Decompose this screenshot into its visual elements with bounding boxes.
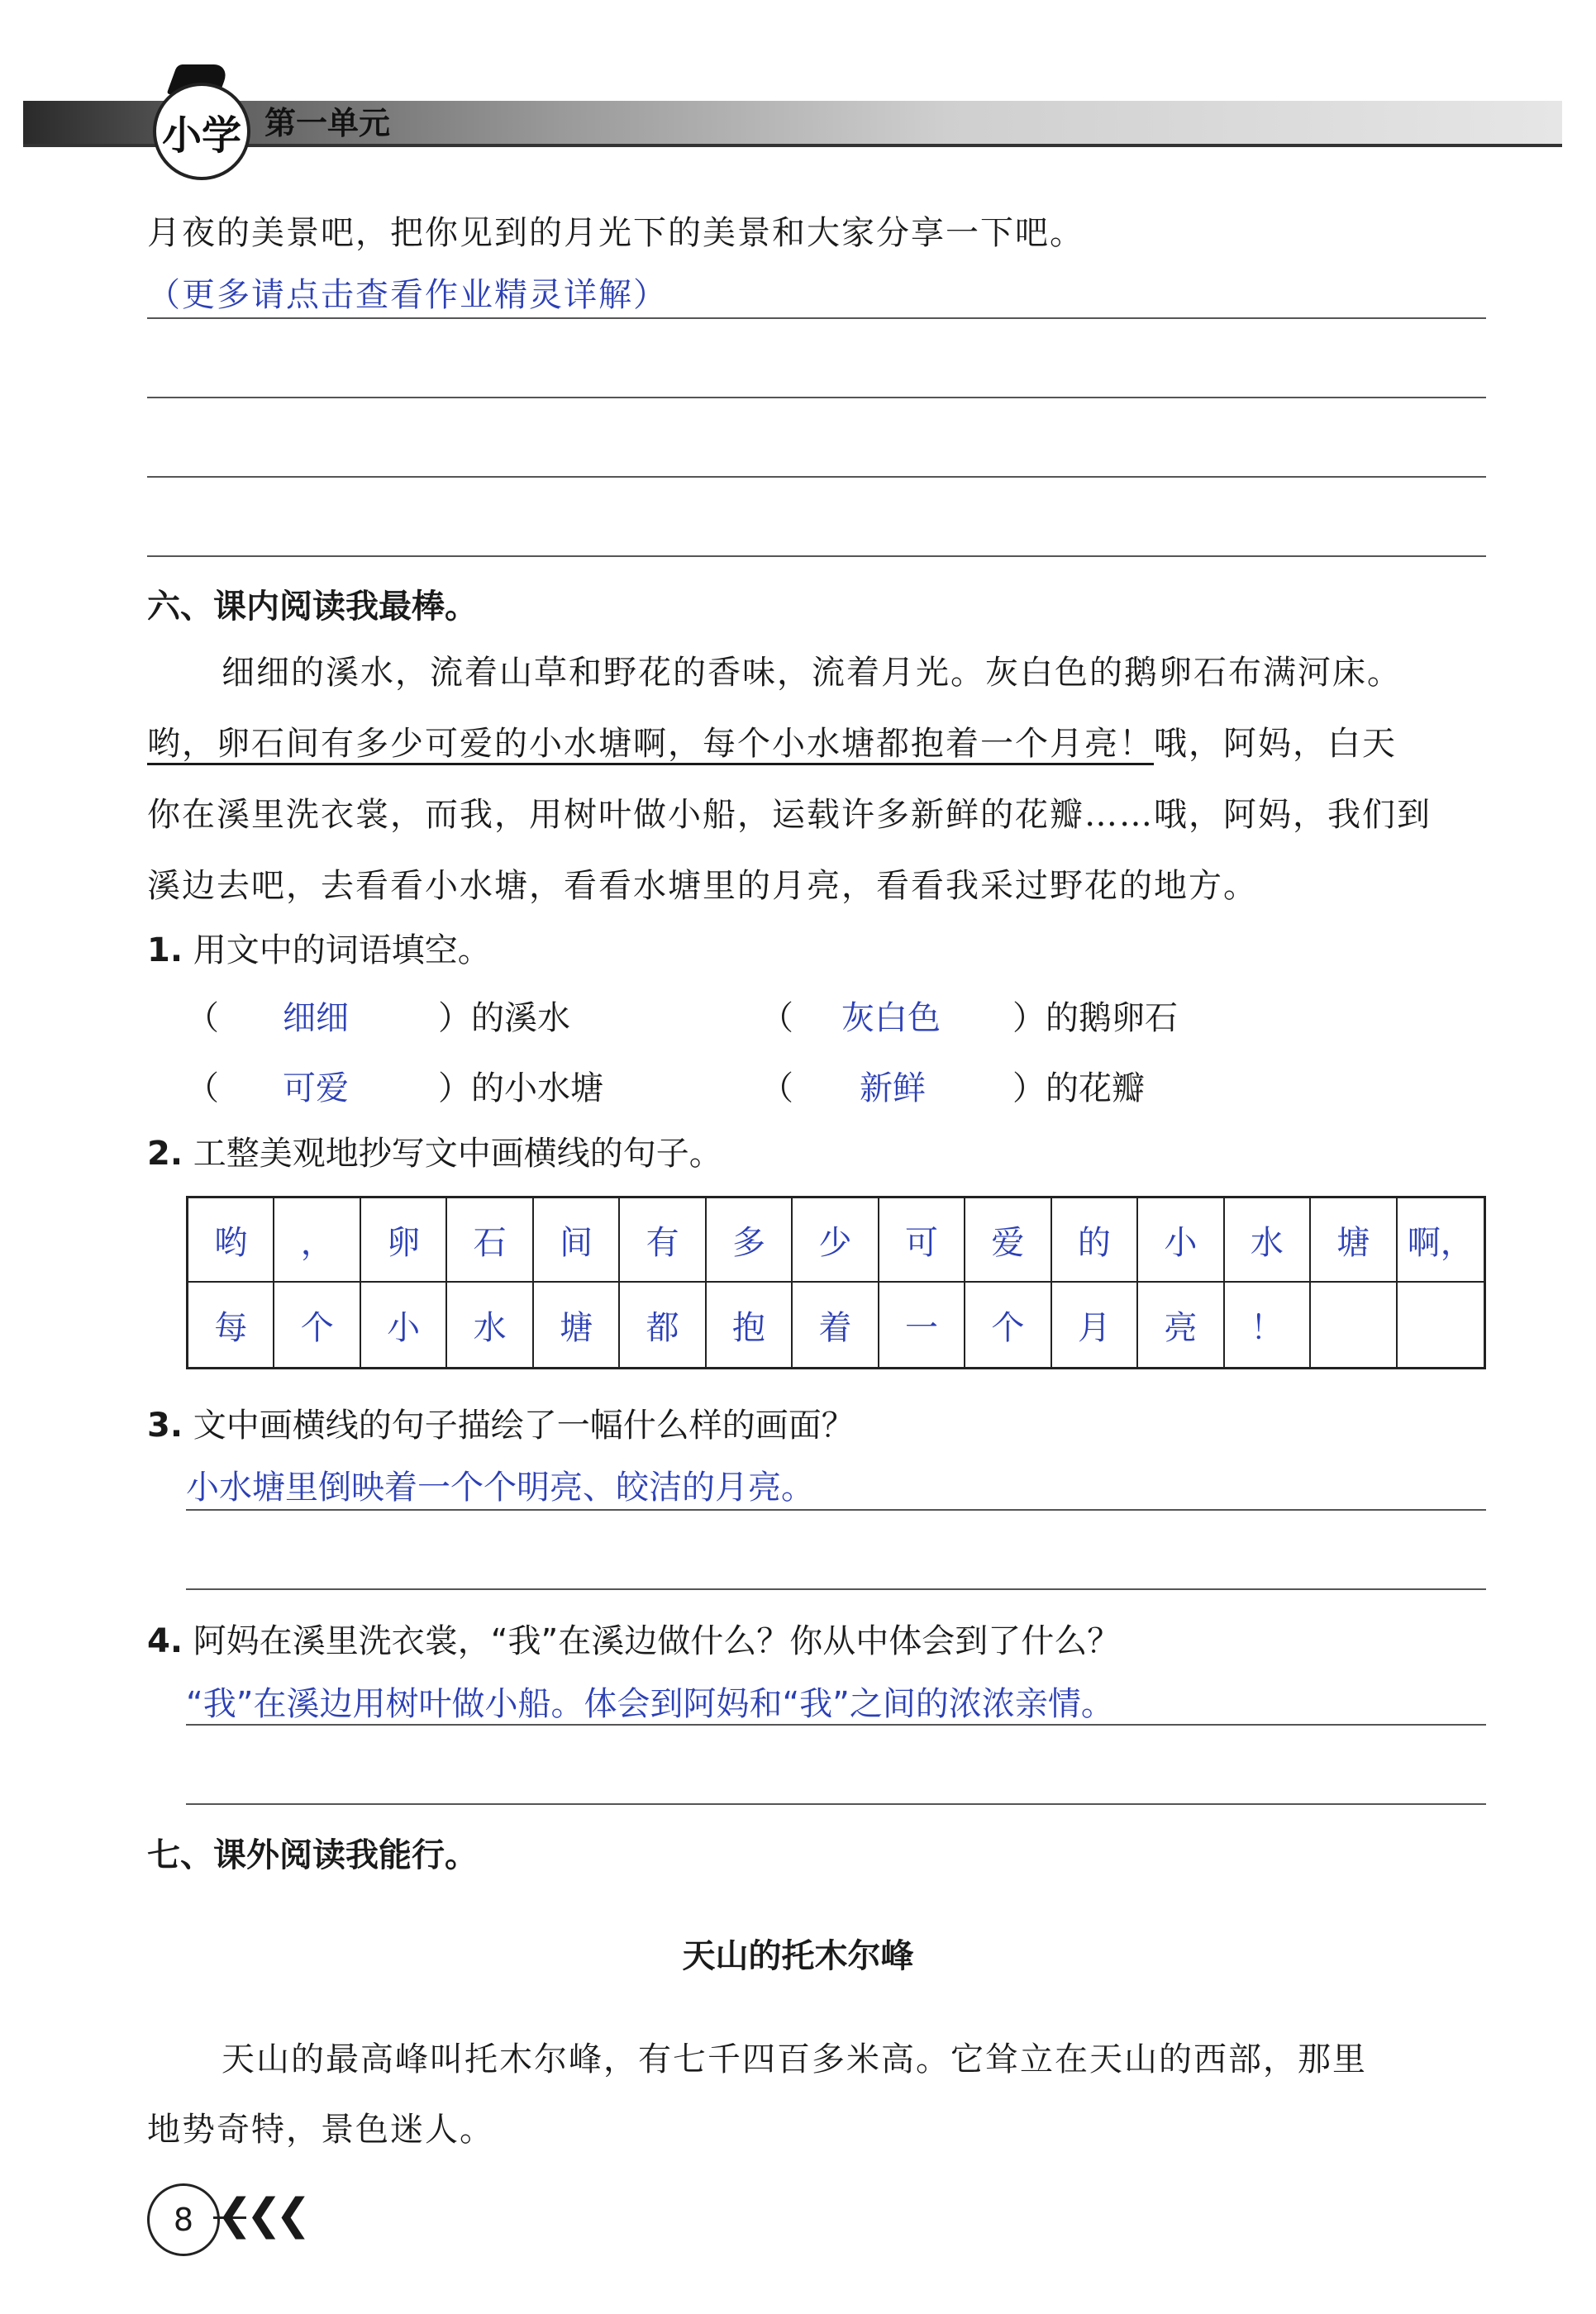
answer-line xyxy=(186,1803,1486,1805)
grid-cell[interactable]: 爱 xyxy=(965,1198,1051,1283)
passage-line: 地势奇特，景色迷人。 xyxy=(147,2111,494,2149)
header-bar xyxy=(23,101,1562,147)
section6-heading: 六、课内阅读我最棒。 xyxy=(147,588,478,626)
fill-answer[interactable]: 可爱 xyxy=(283,1069,349,1107)
q3-answer[interactable]: 小水塘里倒映着一个个明亮、皎洁的月亮。 xyxy=(186,1469,814,1507)
fill-suffix: ）的鹅卵石 xyxy=(1012,999,1178,1037)
hint-link[interactable]: （更多请点击查看作业精灵详解） xyxy=(147,276,668,314)
grid-cell[interactable]: ， xyxy=(274,1198,360,1283)
grid-cell[interactable] xyxy=(1311,1283,1397,1367)
grid-cell[interactable]: 卵 xyxy=(361,1198,447,1283)
passage-line: 天山的最高峰叫托木尔峰，有七千四百多米高。它耸立在天山的西部，那里 xyxy=(222,2040,1367,2078)
grid-cell[interactable]: 一 xyxy=(879,1283,965,1367)
passage-line: 溪边去吧，去看看小水塘，看看水塘里的月亮，看看我采过野花的地方。 xyxy=(147,867,1258,905)
answer-line xyxy=(147,397,1486,398)
fill-answer[interactable]: 细细 xyxy=(283,999,349,1037)
logo-text: 小学 xyxy=(161,112,241,159)
fill-open: （ xyxy=(186,999,219,1037)
grid-cell[interactable]: 都 xyxy=(620,1283,706,1367)
unit-title: 第一单元 xyxy=(264,105,391,141)
grid-cell[interactable]: 间 xyxy=(534,1198,620,1283)
page-number: 8 xyxy=(147,2183,220,2256)
fill-suffix: ）的花瓣 xyxy=(1012,1069,1145,1107)
section7-heading: 七、课外阅读我能行。 xyxy=(147,1836,478,1874)
grid-cell[interactable]: 哟 xyxy=(188,1198,274,1283)
fill-suffix: ）的溪水 xyxy=(438,999,570,1037)
grid-cell[interactable]: 亮 xyxy=(1138,1283,1224,1367)
grid-cell[interactable]: 水 xyxy=(1225,1198,1311,1283)
passage-line xyxy=(147,717,1397,764)
grid-cell[interactable]: 啊， xyxy=(1398,1198,1484,1283)
fill-open: （ xyxy=(760,1069,793,1107)
answer-line xyxy=(147,555,1486,557)
grid-cell[interactable]: 抱 xyxy=(707,1283,793,1367)
grid-cell[interactable]: 石 xyxy=(447,1198,533,1283)
grid-cell[interactable]: 多 xyxy=(707,1198,793,1283)
answer-line xyxy=(147,317,1486,319)
grid-cell[interactable]: ！ xyxy=(1225,1283,1311,1367)
q4-answer[interactable]: “我”在溪边用树叶做小船。体会到阿妈和“我”之间的浓浓亲情。 xyxy=(186,1685,1114,1723)
question-3: 3. 文中画横线的句子描绘了一幅什么样的画面？ xyxy=(147,1407,855,1445)
grid-cell[interactable]: 小 xyxy=(361,1283,447,1367)
passage-line-tail: 哦，阿妈，白天 xyxy=(1154,725,1397,763)
answer-line xyxy=(186,1509,1486,1511)
answer-line xyxy=(147,476,1486,478)
question-1: 1. 用文中的词语填空。 xyxy=(147,931,491,969)
question-4: 4. 阿妈在溪里洗衣裳，“我”在溪边做什么？你从中体会到了什么？ xyxy=(147,1622,1121,1660)
fill-suffix: ）的小水塘 xyxy=(438,1069,603,1107)
grid-cell[interactable]: 小 xyxy=(1138,1198,1224,1283)
grid-cell[interactable]: 个 xyxy=(274,1283,360,1367)
question-2: 2. 工整美观地抄写文中画横线的句子。 xyxy=(147,1135,722,1173)
fill-open: （ xyxy=(760,999,793,1037)
grid-cell[interactable]: 塘 xyxy=(534,1283,620,1367)
passage-line: 你在溪里洗衣裳，而我，用树叶做小船，运载许多新鲜的花瓣……哦，阿妈，我们到 xyxy=(147,796,1432,834)
grid-cell[interactable]: 的 xyxy=(1052,1198,1138,1283)
grid-cell[interactable]: 月 xyxy=(1052,1283,1138,1367)
grid-cell[interactable]: 少 xyxy=(793,1198,879,1283)
intro-line: 月夜的美景吧，把你见到的月光下的美景和大家分享一下吧。 xyxy=(147,214,1084,252)
arrows-icon: ❮❮❮ xyxy=(217,2190,305,2240)
answer-line xyxy=(186,1588,1486,1590)
grid-cell[interactable] xyxy=(1398,1283,1484,1367)
copy-grid xyxy=(186,1196,1486,1369)
underlined-sentence: 哟，卵石间有多少可爱的小水塘啊，每个小水塘都抱着一个月亮！ xyxy=(147,725,1154,763)
grid-cell[interactable]: 每 xyxy=(188,1283,274,1367)
grid-cell[interactable]: 个 xyxy=(965,1283,1051,1367)
grid-cell[interactable]: 可 xyxy=(879,1198,965,1283)
fill-answer[interactable]: 新鲜 xyxy=(860,1069,926,1107)
answer-line xyxy=(186,1724,1486,1726)
fill-open: （ xyxy=(186,1069,219,1107)
grid-cell[interactable]: 塘 xyxy=(1311,1198,1397,1283)
fill-answer[interactable]: 灰白色 xyxy=(841,999,941,1037)
passage-line: 细细的溪水，流着山草和野花的香味，流着月光。灰白色的鹅卵石布满河床。 xyxy=(222,654,1402,692)
logo xyxy=(153,83,250,180)
grid-cell[interactable]: 着 xyxy=(793,1283,879,1367)
article-title: 天山的托木尔峰 xyxy=(682,1937,914,1975)
grid-cell[interactable]: 水 xyxy=(447,1283,533,1367)
grid-cell[interactable]: 有 xyxy=(620,1198,706,1283)
